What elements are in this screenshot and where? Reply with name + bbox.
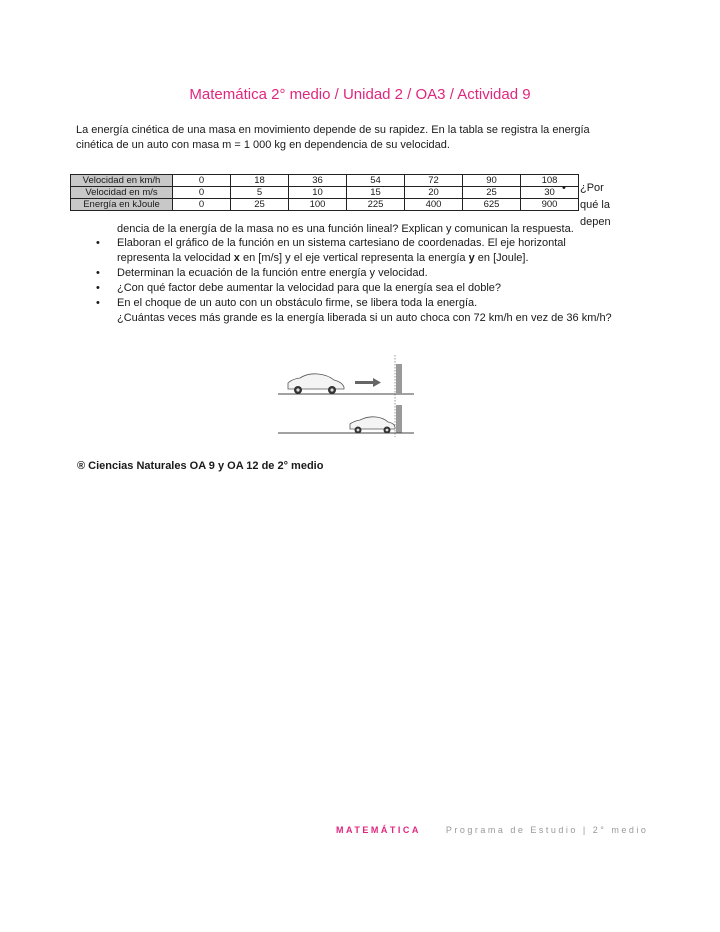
task-text: En el choque de un auto con un obstáculo firme, se libera toda la energía. bbox=[117, 297, 478, 309]
table-row bbox=[71, 199, 579, 211]
car-crash-illustration bbox=[278, 355, 414, 437]
table-cell: 72 bbox=[405, 175, 463, 187]
task-text bbox=[117, 237, 566, 264]
footer-text: Programa de Estudio | 2° medio bbox=[445, 825, 649, 835]
table-cell: 5 bbox=[231, 187, 289, 199]
bullet-icon: • bbox=[96, 282, 100, 294]
row-header: Velocidad en m/s bbox=[71, 187, 173, 199]
bullet-icon: • bbox=[96, 267, 100, 279]
bullet-icon: • bbox=[562, 182, 566, 194]
var-y: y bbox=[468, 252, 475, 264]
task-list bbox=[96, 236, 616, 326]
table-cell: 100 bbox=[289, 199, 347, 211]
curriculum-reference: ® Ciencias Naturales OA 9 y OA 12 de 2° medio bbox=[77, 460, 324, 472]
page-title: Matemática 2° medio / Unidad 2 / OA3 / Actividad 9 bbox=[189, 86, 531, 103]
table-cell: 36 bbox=[289, 175, 347, 187]
page-footer bbox=[336, 825, 648, 835]
table-cell: 0 bbox=[173, 175, 231, 187]
list-item bbox=[96, 236, 616, 266]
table-cell: 25 bbox=[231, 199, 289, 211]
table-cell: 25 bbox=[463, 187, 521, 199]
table-cell: 15 bbox=[347, 187, 405, 199]
bullet-icon: • bbox=[96, 237, 100, 249]
bullet-icon: • bbox=[96, 297, 100, 309]
table-cell: 225 bbox=[347, 199, 405, 211]
text-part: Elaboran el gráfico de la función en un sistema cartesiano de coordenadas. El eje horizontal representa la velocidad bbox=[117, 237, 566, 264]
table-row bbox=[71, 175, 579, 187]
task-text: ¿Cuántas veces más grande es la energía liberada si un auto choca con 72 km/h en vez de 36 km/h? bbox=[117, 312, 612, 324]
list-item bbox=[96, 281, 616, 296]
table-cell: 20 bbox=[405, 187, 463, 199]
footer-brand: MATEMÁTICA bbox=[336, 825, 421, 835]
list-item bbox=[96, 266, 616, 281]
table-cell: 90 bbox=[463, 175, 521, 187]
table-cell: 108 bbox=[521, 175, 579, 187]
arrow-right-icon bbox=[355, 378, 381, 387]
table-cell: 18 bbox=[231, 175, 289, 187]
table-cell: 10 bbox=[289, 187, 347, 199]
velocity-energy-table bbox=[70, 174, 579, 211]
table-cell: 0 bbox=[173, 187, 231, 199]
car-icon bbox=[350, 417, 395, 434]
table-cell: 0 bbox=[173, 199, 231, 211]
table-cell: 30 bbox=[521, 187, 579, 199]
table-cell: 400 bbox=[405, 199, 463, 211]
text-part: en [m/s] y el eje vertical representa la energía bbox=[239, 252, 469, 264]
table-cell: 900 bbox=[521, 199, 579, 211]
car-icon bbox=[288, 374, 344, 394]
table-row bbox=[71, 187, 579, 199]
side-bullet-text: ¿Por qué la depen bbox=[580, 182, 611, 228]
task-text: ¿Con qué factor debe aumentar la velocidad para que la energía sea el doble? bbox=[117, 282, 502, 294]
list-item bbox=[96, 311, 616, 326]
bullet-continuation: dencia de la energía de la masa no es una función lineal? Explican y comunican la respuesta. bbox=[117, 223, 574, 235]
intro-paragraph: La energía cinética de una masa en movimiento depende de su rapidez. En la tabla se registra la energía cinética de un auto con masa m = 1 000 kg en dependencia de su velocidad. bbox=[76, 124, 590, 151]
row-header: Velocidad en km/h bbox=[71, 175, 173, 187]
list-item bbox=[96, 296, 616, 311]
task-text: Determinan la ecuación de la función entre energía y velocidad. bbox=[117, 267, 428, 279]
table-cell: 625 bbox=[463, 199, 521, 211]
var-x: x bbox=[233, 252, 240, 264]
text-part: en [Joule]. bbox=[474, 252, 529, 264]
table-cell: 54 bbox=[347, 175, 405, 187]
row-header: Energía en kJoule bbox=[71, 199, 173, 211]
